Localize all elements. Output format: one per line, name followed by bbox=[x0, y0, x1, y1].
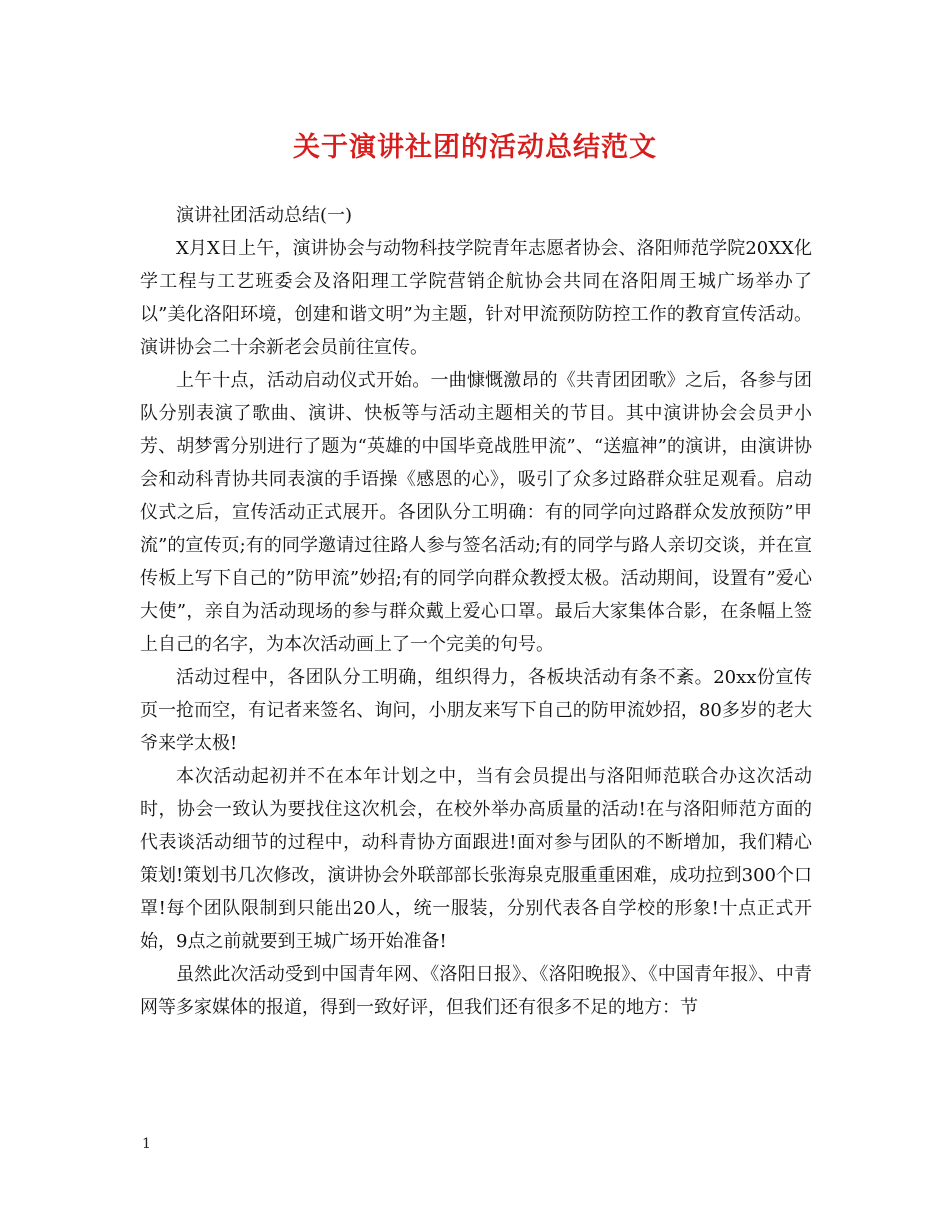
paragraph-4: 本次活动起初并不在本年计划之中，当有会员提出与洛阳师范联合办这次活动时，协会一致认为要找住这次机会，在校外举办高质量的活动!在与洛阳师范方面的代表谈活动细节的过程中，动科青协方面跟进!面对参与团队的不断增加，我们精心策划!策划书几次修改，演讲协会外联部部长张海泉克服重重困难，成功拉到300个口罩!每个团队限制到只能出20人，统一服装，分别代表各自学校的形象!十点正式开始，9点之前就要到王城广场开始准备! bbox=[140, 766, 812, 952]
section-subheading: 演讲社团活动总结(一) bbox=[176, 205, 353, 226]
paragraph-1: X月X日上午，演讲协会与动物科技学院青年志愿者协会、洛阳师范学院20XX化学工程与工艺班委会及洛阳理工学院营销企航协会共同在洛阳周王城广场举办了以”美化洛阳环境，创建和谐文明”为主题，针对甲流预防防控工作的教育宣传活动。演讲协会二十余新老会员前往宣传。 bbox=[140, 238, 812, 358]
document-title: 关于演讲社团的活动总结范文 bbox=[293, 132, 657, 163]
document-body bbox=[140, 199, 812, 1024]
page-number: 1 bbox=[142, 1136, 151, 1152]
paragraph-5: 虽然此次活动受到中国青年网、《洛阳日报》、《洛阳晚报》、《中国青年报》、中青网等多家媒体的报道，得到一致好评，但我们还有很多不足的地方：节 bbox=[140, 964, 812, 1018]
paragraph-2: 上午十点，活动启动仪式开始。一曲慷慨激昂的《共青团团歌》之后，各参与团队分别表演了歌曲、演讲、快板等与活动主题相关的节目。其中演讲协会会员尹小芳、胡梦霄分别进行了题为“英雄的中国毕竟战胜甲流”、“送瘟神”的演讲，由演讲协会和动科青协共同表演的手语操《感恩的心》，吸引了众多过路群众驻足观看。启动仪式之后，宣传活动正式展开。各团队分工明确：有的同学向过路群众发放预防”甲流”的宣传页;有的同学邀请过往路人参与签名活动;有的同学与路人亲切交谈，并在宣传板上写下自己的”防甲流”妙招;有的同学向群众教授太极。活动期间，设置有”爱心大使”，亲自为活动现场的参与群众戴上爱心口罩。最后大家集体合影，在条幅上签上自己的名字，为本次活动画上了一个完美的句号。 bbox=[140, 370, 812, 655]
paragraph-3: 活动过程中，各团队分工明确，组织得力，各板块活动有条不紊。20xx份宣传页一抢而空，有记者来签名、询问，小朋友来写下自己的防甲流妙招，80多岁的老大爷来学太极! bbox=[140, 667, 812, 754]
